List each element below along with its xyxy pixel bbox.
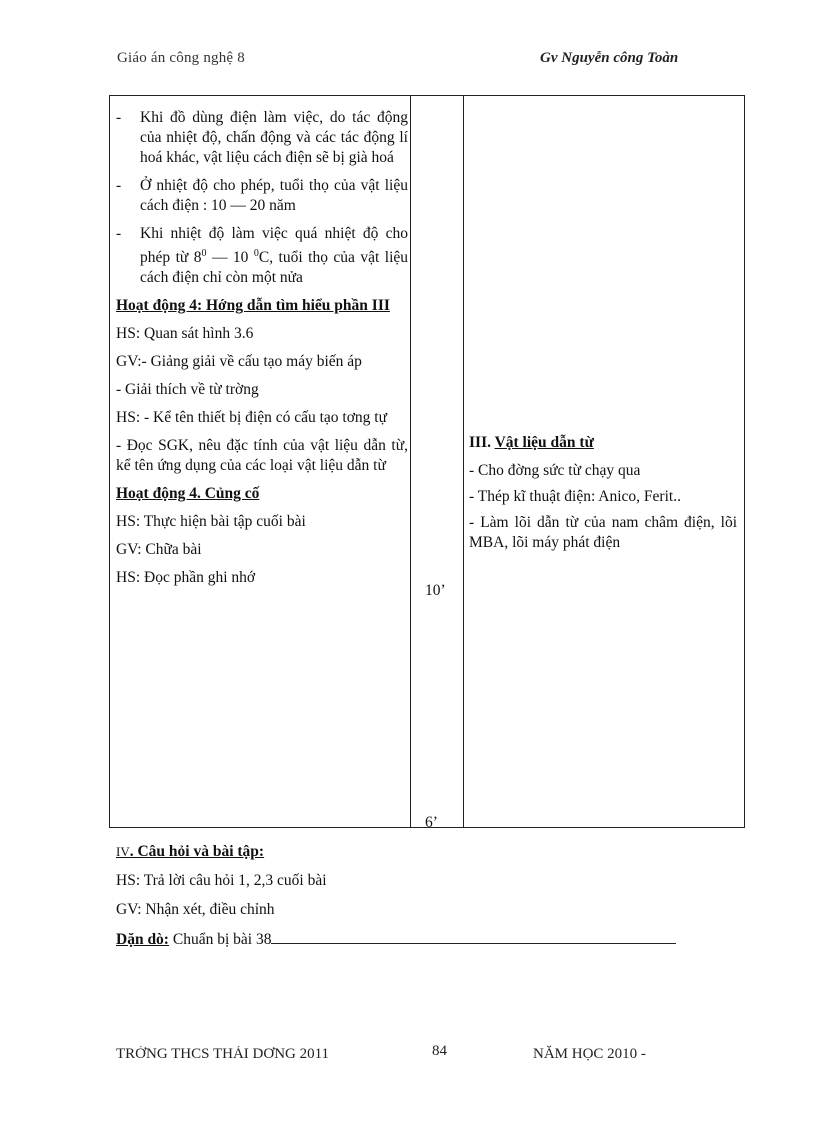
list-item: - Ở nhiệt độ cho phép, tuổi thọ của vật liệu cách điện : 10 — 20 năm [116,177,408,214]
activity-line: HS: Quan sát hình 3.6 [116,325,254,343]
activity-column [116,108,408,596]
activity-heading: Hoạt động 4. Củng cố [116,485,260,503]
activity-line: HS: Thực hiện bài tập cuối bài [116,513,306,531]
time-label: 10’ [425,582,446,599]
question-line: HS: Trả lời câu hỏi 1, 2,3 cuối bài [116,872,327,889]
header-title: Giáo án công nghệ 8 [117,50,245,66]
activity-line: HS: Đọc phần ghi nhớ [116,569,256,587]
section-heading: IV. Câu hỏi và bài tập: [116,843,265,860]
lesson-table [109,95,745,831]
list-item: - Khi nhiệt độ làm việc quá nhiệt độ cho phép từ $8^0$ — 10 $^0$C, tuổi thọ của vật liệu cách điện chỉ còn một nửa [116,225,409,287]
activity-line: HS: - Kể tên thiết bị điện có cấu tạo tơng tự [116,409,387,427]
activity-line: - Đọc SGK, nêu đặc tính của vật liệu dẫn từ, kể tên ứng dụng của các loại vật liệu dẫn từ [116,437,408,475]
section-heading: III. Vật liệu dẫn từ [469,434,594,451]
activity-line: GV: Chữa bài [116,541,202,559]
column-divider [463,96,464,827]
column-divider [410,96,411,827]
time-label: 6’ [425,814,438,831]
activity-line: GV:- Giảng giải về cấu tạo máy biến áp [116,353,362,371]
activity-line: - Giải thích về từ trờng [116,381,259,399]
content-line: - Cho đờng sức từ chạy qua [469,462,641,479]
content-line: - Thép kĩ thuật điện: Anico, Ferit.. [469,488,681,505]
header-author: Gv Nguyễn công Toàn [540,50,679,66]
page-number: 84 [432,1043,447,1059]
footer-school: TRỜNG THCS THÁI DƠNG 2011 [116,1046,330,1062]
list-item: - Khi đồ dùng điện làm việc, do tác động của nhiệt độ, chấn động và các tác động lí hoá khác, vật liệu cách điện sẽ bị già hoá [116,109,408,166]
question-line: GV: Nhận xét, điều chỉnh [116,901,275,918]
footer-year: NĂM HỌC 2010 - [533,1046,646,1062]
content-line: - Làm lõi dẫn từ của nam châm điện, lõi MBA, lõi máy phát điện [469,514,737,551]
homework-line: Dặn dò: Chuẩn bị bài 38 [116,929,716,950]
activity-heading: Hoạt động 4: Hớng dẫn tìm hiểu phần III [116,297,390,315]
questions-section [116,842,716,959]
content-column [469,433,737,559]
